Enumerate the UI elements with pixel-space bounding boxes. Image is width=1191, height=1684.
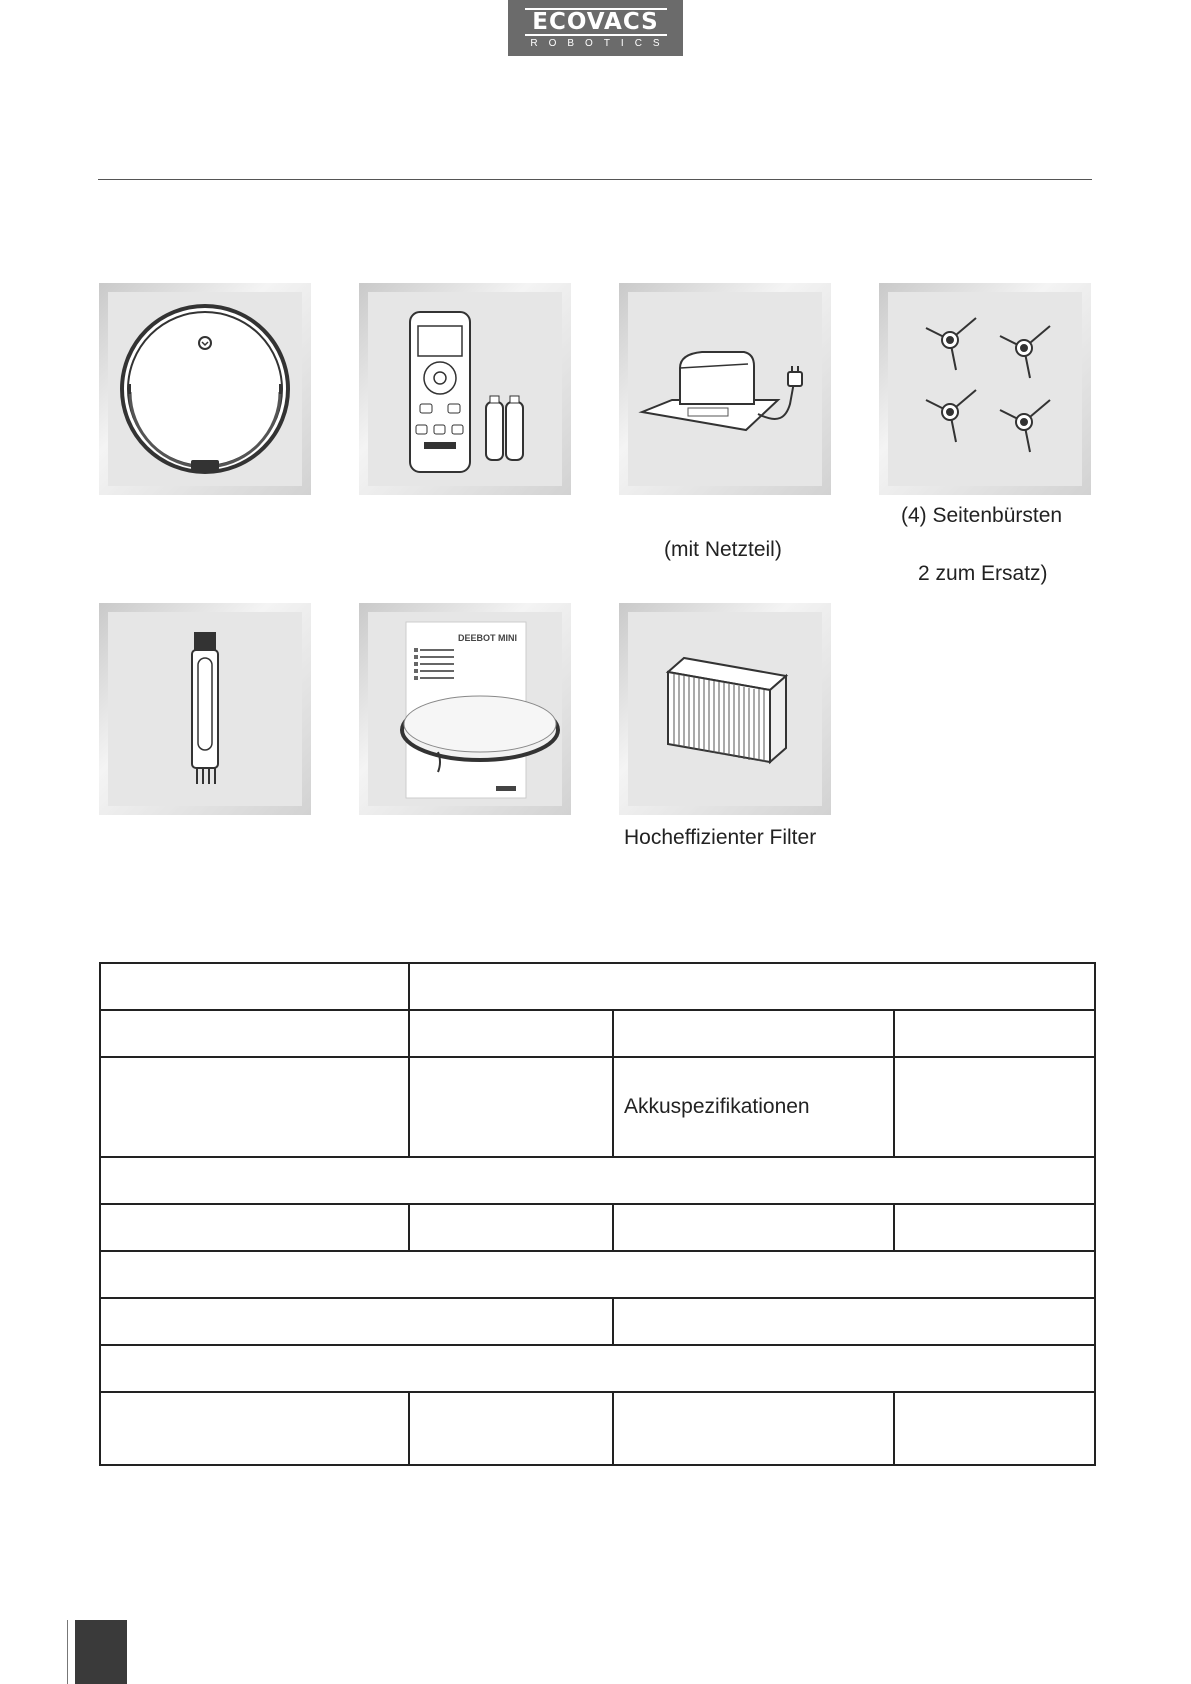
table-cell — [409, 1392, 613, 1465]
caption-brushes-line2: 2 zum Ersatz) — [918, 562, 1048, 585]
cleaning-tool-icon — [108, 612, 302, 806]
ecovacs-logo — [508, 0, 683, 56]
table-row — [100, 963, 1095, 1010]
table-cell — [100, 1157, 1095, 1204]
table-row — [100, 1251, 1095, 1298]
table-row — [100, 1157, 1095, 1204]
caption-filter: Hocheffizienter Filter — [624, 826, 817, 849]
item-frame-dock — [619, 283, 831, 495]
page-number-tab — [75, 1620, 127, 1684]
table-cell — [100, 1057, 409, 1157]
table-row — [100, 1204, 1095, 1251]
item-frame-filter — [619, 603, 831, 815]
manual-title: DEEBOT MINI — [458, 633, 518, 643]
caption-dock: (mit Netzteil) — [664, 538, 782, 561]
table-cell — [894, 1057, 1095, 1157]
battery-spec-label: Akkuspezifikationen — [613, 1057, 894, 1157]
table-cell — [613, 1298, 1095, 1345]
table-row — [100, 1298, 1095, 1345]
remote-control-icon — [368, 292, 562, 486]
table-cell — [613, 1204, 894, 1251]
item-frame-brushes — [879, 283, 1091, 495]
table-cell — [613, 1392, 894, 1465]
table-cell — [894, 1392, 1095, 1465]
table-cell — [100, 1251, 1095, 1298]
logo-brand: ECOVACS — [525, 8, 667, 36]
caption-brushes-line1: (4) Seitenbürsten — [901, 504, 1063, 527]
table-cell — [100, 1010, 409, 1057]
table-cell — [894, 1204, 1095, 1251]
table-cell — [100, 963, 409, 1010]
item-frame-remote — [359, 283, 571, 495]
table-row — [100, 1345, 1095, 1392]
table-cell — [409, 1010, 613, 1057]
item-frame-manual — [359, 603, 571, 815]
instruction-manual-icon — [368, 612, 562, 806]
table-cell — [100, 1392, 409, 1465]
spec-table — [99, 962, 1096, 1466]
table-row — [100, 1057, 1095, 1157]
table-cell — [894, 1010, 1095, 1057]
table-row — [100, 1010, 1095, 1057]
page-margin-line — [67, 1620, 68, 1684]
table-cell — [409, 963, 1095, 1010]
table-cell — [100, 1204, 409, 1251]
table-cell — [409, 1204, 613, 1251]
hepa-filter-icon — [628, 612, 822, 806]
item-frame-tool — [99, 603, 311, 815]
section-divider — [98, 179, 1092, 180]
side-brushes-icon — [888, 292, 1082, 486]
table-row — [100, 1392, 1095, 1465]
table-cell — [100, 1298, 613, 1345]
table-cell — [100, 1345, 1095, 1392]
charging-dock-icon — [628, 292, 822, 486]
table-cell — [409, 1057, 613, 1157]
logo-subtitle: ROBOTICS — [530, 38, 671, 49]
item-frame-robot — [99, 283, 311, 495]
robot-vacuum-icon — [108, 292, 302, 486]
table-cell — [613, 1010, 894, 1057]
